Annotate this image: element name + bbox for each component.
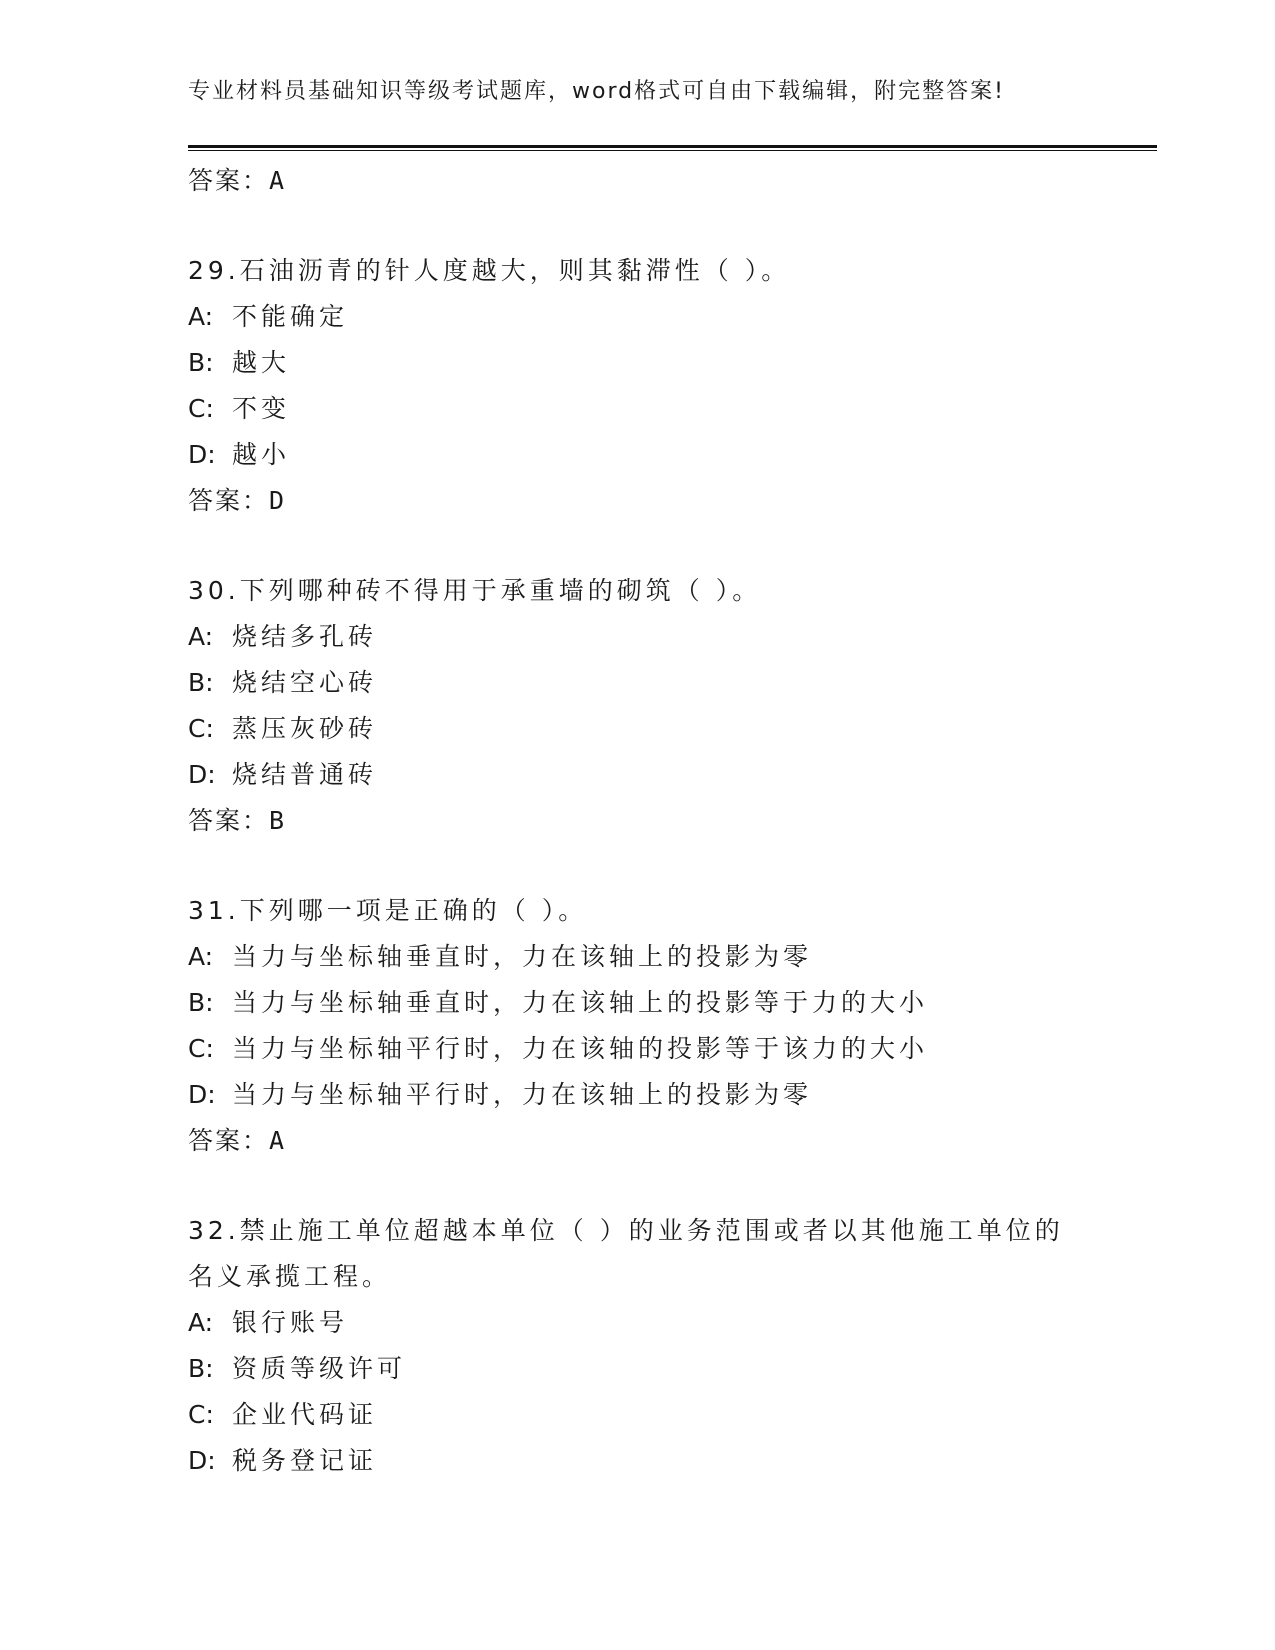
option-b: [188, 660, 1088, 706]
header-rule-thin: [188, 150, 1157, 151]
option-text: 蒸压灰砂砖: [232, 714, 378, 743]
question-stem: 31.下列哪一项是正确的（ ）。: [188, 896, 588, 925]
option-text: 烧结空心砖: [232, 668, 378, 697]
option-text: 税务登记证: [232, 1446, 378, 1475]
page-header: 专业材料员基础知识等级考试题库，word格式可自由下载编辑，附完整答案!: [188, 79, 1005, 104]
option-b: [188, 980, 1088, 1026]
question-list: [188, 158, 1088, 1484]
option-text: 银行账号: [232, 1308, 349, 1337]
question-32: [188, 1208, 1088, 1484]
option-text: 越大: [232, 348, 291, 377]
question-31: [188, 888, 1088, 1164]
option-label: B:: [188, 1354, 214, 1383]
option-d: [188, 752, 1088, 798]
question-stem-line-1: 32.禁止施工单位超越本单位（ ）的业务范围或者以其他施工单位的: [188, 1216, 1064, 1245]
option-label: D:: [188, 760, 216, 789]
question-stem-line-2: 名义承揽工程。: [188, 1262, 392, 1291]
option-b: [188, 340, 1088, 386]
option-a: [188, 294, 1088, 340]
option-label: A:: [188, 302, 214, 331]
answer-line: 答案：B: [188, 806, 287, 835]
option-label: A:: [188, 942, 214, 971]
option-a: [188, 1300, 1088, 1346]
option-label: A:: [188, 1308, 214, 1337]
option-label: B:: [188, 668, 214, 697]
answer-line: 答案：A: [188, 1126, 287, 1155]
option-c: [188, 706, 1088, 752]
option-c: [188, 1026, 1088, 1072]
option-c: [188, 386, 1088, 432]
header-rule-thick: [188, 145, 1157, 148]
option-text: 烧结普通砖: [232, 760, 378, 789]
option-d: [188, 1072, 1088, 1118]
option-label: D:: [188, 1446, 216, 1475]
option-label: C:: [188, 714, 214, 743]
option-label: A:: [188, 622, 214, 651]
option-a: [188, 614, 1088, 660]
option-b: [188, 1346, 1088, 1392]
question-30: [188, 568, 1088, 844]
option-text: 烧结多孔砖: [232, 622, 378, 651]
option-text: 企业代码证: [232, 1400, 378, 1429]
option-label: B:: [188, 348, 214, 377]
option-label: C:: [188, 394, 214, 423]
option-text: 当力与坐标轴平行时，力在该轴的投影等于该力的大小: [232, 1034, 929, 1063]
option-text: 当力与坐标轴平行时，力在该轴上的投影为零: [232, 1080, 813, 1109]
option-text: 不变: [232, 394, 291, 423]
question-29: [188, 248, 1088, 524]
option-label: C:: [188, 1034, 214, 1063]
option-label: D:: [188, 1080, 216, 1109]
option-d: [188, 432, 1088, 478]
option-d: [188, 1438, 1088, 1484]
option-a: [188, 934, 1088, 980]
option-label: B:: [188, 988, 214, 1017]
question-stem: 30.下列哪种砖不得用于承重墙的砌筑（ ）。: [188, 576, 762, 605]
answer-line: 答案：D: [188, 486, 287, 515]
option-text: 越小: [232, 440, 291, 469]
option-text: 当力与坐标轴垂直时，力在该轴上的投影等于力的大小: [232, 988, 929, 1017]
option-label: C:: [188, 1400, 214, 1429]
option-c: [188, 1392, 1088, 1438]
option-text: 不能确定: [232, 302, 349, 331]
answer-line: 答案：A: [188, 166, 287, 195]
option-text: 资质等级许可: [232, 1354, 407, 1383]
question-stem: 29.石油沥青的针人度越大，则其黏滞性（ ）。: [188, 256, 791, 285]
option-text: 当力与坐标轴垂直时，力在该轴上的投影为零: [232, 942, 813, 971]
option-label: D:: [188, 440, 216, 469]
